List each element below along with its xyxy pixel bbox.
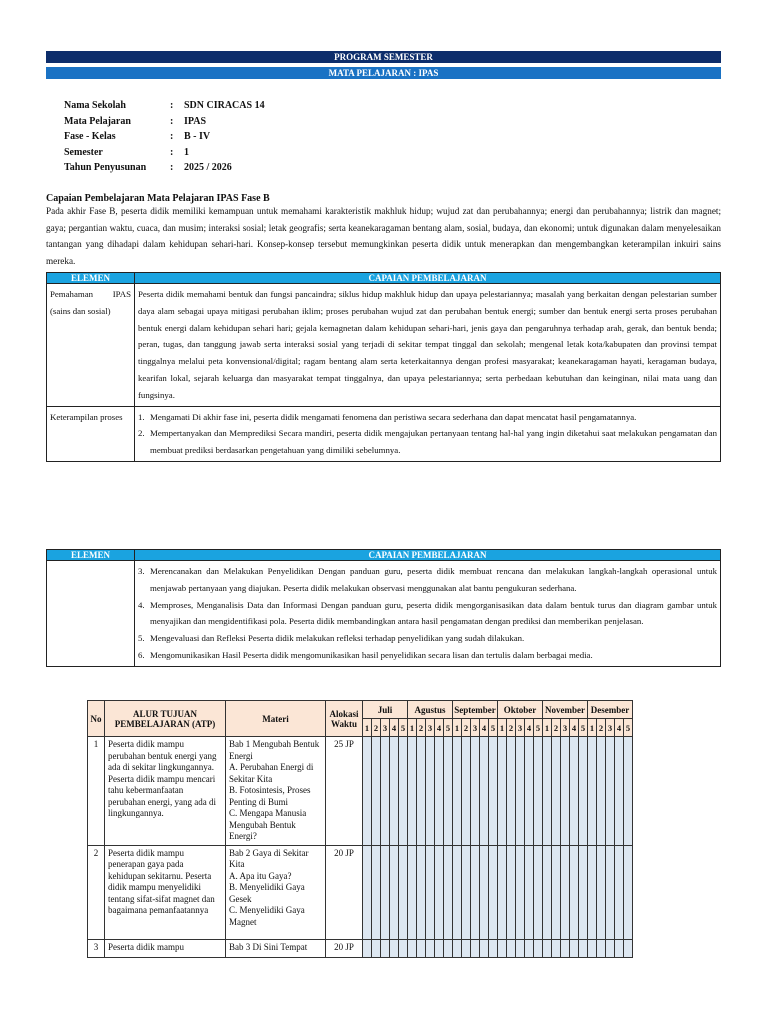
week-cell	[489, 939, 498, 957]
week-header: 2	[372, 719, 381, 737]
week-cell	[525, 845, 534, 939]
table-row	[88, 845, 633, 939]
materi-cell: Bab 3 Di Sini Tempat	[226, 939, 326, 957]
week-cell	[588, 845, 597, 939]
week-cell	[588, 939, 597, 957]
week-cell	[462, 737, 471, 846]
materi-cell: Bab 2 Gaya di Sekitar Kita A. Apa itu Gaya? B. Menyelidiki Gaya Gesek C. Menyelidiki Gaya Magnet	[226, 845, 326, 939]
info-row: Nama Sekolah : SDN CIRACAS 14	[64, 100, 265, 112]
week-cell	[507, 939, 516, 957]
column-header-capaian: CAPAIAN PEMBELAJARAN	[135, 550, 721, 561]
week-cell	[624, 939, 633, 957]
section-paragraph: Pada akhir Fase B, peserta didik memiliki kemampuan untuk memahami karakteristik makhluk hidup; wujud zat dan perubahannya; energi dan perubahannya; listrik dan magnet; gaya; pergantian waktu, cuaca, dan musim; interaksi sosial; letak geografis; serta keanekaragaman bentang alam, sosial, budaya, dan ekonomi; untuk digunakan dalam menyelesaikan tantangan yang dihadapi dalam kehidupan sehari-hari. Konsep-konsep tersebut memungkinkan peserta didik untuk menerapkan dan mengembangkan keterampilan inkuiri sains mereka.	[46, 206, 721, 266]
page-title: PROGRAM SEMESTER	[46, 51, 721, 63]
info-label: Fase - Kelas	[64, 131, 116, 143]
alokasi-cell: 20 JP	[326, 845, 363, 939]
week-cell	[543, 737, 552, 846]
week-cell	[399, 737, 408, 846]
week-cell	[444, 737, 453, 846]
table-row	[47, 284, 721, 407]
week-cell	[408, 737, 417, 846]
month-header: Oktober	[498, 701, 543, 719]
week-cell	[615, 845, 624, 939]
atp-cell: Peserta didik mampu penerapan gaya pada kehidupan sekitarnu. Peserta didik mampu menyelidiki tentang sifat-sifat magnet dan bagaimana pemanfaatannya	[105, 845, 226, 939]
week-cell	[453, 939, 462, 957]
week-header: 1	[543, 719, 552, 737]
month-header: Agustus	[408, 701, 453, 719]
week-cell	[579, 939, 588, 957]
week-header: 2	[462, 719, 471, 737]
week-header: 2	[597, 719, 606, 737]
week-cell	[390, 939, 399, 957]
list-item: 2. Mempertanyakan dan Memprediksi Secara mandiri, peserta didik mengajukan pertanyaan tentang hal-hal yang ingin diketahui saat melakukan pengamatan dan membuat prediksi berdasarkan pengetahuan yang dimiliki sebelumnya.	[138, 428, 717, 456]
info-row: Tahun Penyusunan : 2025 / 2026	[64, 162, 232, 174]
info-value: SDN CIRACAS 14	[184, 100, 265, 112]
week-cell	[480, 845, 489, 939]
week-header: 4	[390, 719, 399, 737]
week-header: 3	[561, 719, 570, 737]
school-info	[64, 98, 265, 176]
month-header: September	[453, 701, 498, 719]
atp-cell: Peserta didik mampu perubahan bentuk energi yang ada di sekitar lingkungannya. Peserta didik mampu mencari tahu kebermanfaatan perubahan energi, yang ada di lingkungannya.	[105, 737, 226, 846]
list-item: 4. Memproses, Menganalisis Data dan Informasi Dengan panduan guru, peserta didik mengorganisasikan data dalam bentuk turus dan diagram gambar untuk menyajikan dan mengidentifikasi pola. Peserta didik membandingkan antara hasil pengamatan dengan prediksi dan memberikan penjelasan.	[138, 599, 717, 627]
week-cell	[426, 939, 435, 957]
week-header: 3	[426, 719, 435, 737]
week-cell	[507, 737, 516, 846]
week-header: 5	[624, 719, 633, 737]
week-header: 2	[417, 719, 426, 737]
week-cell	[516, 939, 525, 957]
week-cell	[615, 737, 624, 846]
column-header-atp: ALUR TUJUAN PEMBELAJARAN (ATP)	[105, 701, 226, 737]
atp-cell: Peserta didik mampu	[105, 939, 226, 957]
column-header-elemen: ELEMEN	[47, 550, 135, 561]
week-header: 4	[480, 719, 489, 737]
week-cell	[435, 737, 444, 846]
week-header: 5	[489, 719, 498, 737]
week-cell	[417, 939, 426, 957]
week-cell	[435, 845, 444, 939]
week-cell	[381, 737, 390, 846]
week-cell	[363, 845, 372, 939]
capaian-table-1	[46, 272, 721, 462]
week-cell	[552, 737, 561, 846]
week-header: 5	[579, 719, 588, 737]
week-header: 4	[615, 719, 624, 737]
week-cell	[498, 737, 507, 846]
list-item: 3. Merencanakan dan Melakukan Penyelidikan Dengan panduan guru, peserta didik membuat rencana dan melakukan langkah-langkah operasional untuk menjawab pertanyaan yang diajukan. Peserta didik melakukan observasi menggunakan alat bantu pengukuran sederhana.	[138, 566, 717, 593]
table-row	[88, 939, 633, 957]
alokasi-cell: 20 JP	[326, 939, 363, 957]
week-cell	[498, 845, 507, 939]
week-cell	[462, 939, 471, 957]
subject-banner: MATA PELAJARAN : IPAS	[46, 67, 721, 79]
elemen-cell	[47, 561, 135, 667]
info-value: 1	[184, 146, 189, 158]
info-row: Semester : 1	[64, 146, 189, 158]
info-label: Tahun Penyusunan	[64, 162, 147, 174]
week-header: 4	[525, 719, 534, 737]
week-cell	[597, 939, 606, 957]
week-cell	[381, 939, 390, 957]
month-header: Desember	[588, 701, 633, 719]
week-cell	[561, 845, 570, 939]
section-heading: Capaian Pembelajaran Mata Pelajaran IPAS Fase B	[46, 193, 270, 204]
week-header: 4	[435, 719, 444, 737]
week-cell	[471, 845, 480, 939]
week-cell	[489, 737, 498, 846]
week-cell	[543, 845, 552, 939]
month-header: November	[543, 701, 588, 719]
materi-cell: Bab 1 Mengubah Bentuk Energi A. Perubahan Energi di Sekitar Kita B. Fotosintesis, Proses Penting di Bumi C. Mengapa Manusia Mengubah Bentuk Energi?	[226, 737, 326, 846]
table-row	[47, 406, 721, 461]
week-cell	[570, 939, 579, 957]
week-cell	[444, 845, 453, 939]
table-row	[88, 737, 633, 846]
week-cell	[552, 939, 561, 957]
week-cell	[372, 939, 381, 957]
week-header: 1	[498, 719, 507, 737]
week-cell	[570, 845, 579, 939]
column-header-materi: Materi	[226, 701, 326, 737]
week-cell	[372, 737, 381, 846]
week-cell	[507, 845, 516, 939]
week-cell	[408, 845, 417, 939]
week-header: 3	[516, 719, 525, 737]
list-item: 5. Mengevaluasi dan Refleksi Peserta didik melakukan refleksi terhadap penyelidikan yang sudah dilakukan.	[138, 633, 525, 644]
week-cell	[453, 737, 462, 846]
week-cell	[606, 939, 615, 957]
week-cell	[417, 845, 426, 939]
week-cell	[525, 939, 534, 957]
week-cell	[597, 845, 606, 939]
week-cell	[363, 737, 372, 846]
week-cell	[606, 737, 615, 846]
week-header: 3	[606, 719, 615, 737]
week-header: 1	[453, 719, 462, 737]
week-cell	[453, 845, 462, 939]
week-cell	[390, 845, 399, 939]
capaian-cell	[135, 406, 721, 461]
week-cell	[471, 737, 480, 846]
row-number: 1	[88, 737, 105, 846]
week-cell	[534, 737, 543, 846]
row-number: 2	[88, 845, 105, 939]
capaian-cell	[135, 561, 721, 667]
elemen-cell: Keterampilan proses	[47, 406, 135, 461]
table-row	[47, 561, 721, 667]
week-header: 1	[363, 719, 372, 737]
week-cell	[516, 845, 525, 939]
alokasi-cell: 25 JP	[326, 737, 363, 846]
week-cell	[525, 737, 534, 846]
week-cell	[363, 939, 372, 957]
info-label: Semester	[64, 146, 103, 158]
week-cell	[480, 737, 489, 846]
week-header: 3	[381, 719, 390, 737]
week-cell	[408, 939, 417, 957]
week-cell	[498, 939, 507, 957]
column-header-no: No	[88, 701, 105, 737]
info-row: Fase - Kelas : B - IV	[64, 131, 211, 143]
week-cell	[444, 939, 453, 957]
week-cell	[390, 737, 399, 846]
info-value: B - IV	[184, 131, 211, 143]
week-cell	[543, 939, 552, 957]
week-cell	[489, 845, 498, 939]
week-header: 5	[534, 719, 543, 737]
week-header: 1	[588, 719, 597, 737]
week-cell	[399, 845, 408, 939]
week-cell	[399, 939, 408, 957]
week-cell	[417, 737, 426, 846]
week-cell	[462, 845, 471, 939]
info-row: Mata Pelajaran : IPAS	[64, 115, 207, 127]
week-cell	[624, 845, 633, 939]
column-header-elemen: ELEMEN	[47, 273, 135, 284]
capaian-table-2	[46, 549, 721, 667]
week-header: 4	[570, 719, 579, 737]
week-header: 2	[552, 719, 561, 737]
week-cell	[588, 737, 597, 846]
week-cell	[606, 845, 615, 939]
week-header: 2	[507, 719, 516, 737]
elemen-cell: Pemahaman IPAS (sains dan sosial)	[47, 284, 135, 407]
column-header-alokasi: Alokasi Waktu	[326, 701, 363, 737]
atp-table	[87, 700, 633, 958]
info-value: 2025 / 2026	[184, 162, 232, 174]
info-value: IPAS	[184, 115, 207, 127]
info-label: Mata Pelajaran	[64, 115, 131, 127]
info-label: Nama Sekolah	[64, 100, 126, 112]
list-item: 1. Mengamati Di akhir fase ini, peserta didik mengamati fenomena dan peristiwa secara sederhana dan dapat mencatat hasil pengamatannya.	[138, 411, 637, 422]
week-cell	[516, 737, 525, 846]
week-cell	[426, 737, 435, 846]
week-cell	[480, 939, 489, 957]
week-cell	[372, 845, 381, 939]
week-cell	[561, 737, 570, 846]
month-header: Juli	[363, 701, 408, 719]
row-number: 3	[88, 939, 105, 957]
capaian-cell: Peserta didik memahami bentuk dan fungsi pancaindra; siklus hidup makhluk hidup dan upaya pelestariannya; masalah yang berkaitan dengan pelestarian sumber daya alam sebagai upaya mitigasi perubahan iklim; proses perubahan wujud zat dan perubahan bentuk energi; sumber dan bentuk energi serta proses perubahan bentuk energi dalam kehidupan sehari hari; gejala kemagnetan dalam kehidupan sehari-hari, jenis gaya dan pengaruhnya terhadap arah, gerak, dan bentuk benda; peran, tugas, dan tanggung jawab serta interaksi sosial yang terjadi di sekitar tempat tinggal dan sekolah; mengenal letak kota/kabupaten dan provinsi tempat tinggalnya melalui peta konvensional/digital; ragam bentang alam serta keterkaitannya dengan profesi masyarakat; keanekaragaman hayati, keragaman budaya, kearifan lokal, sejarah keluarga dan masyarakat tempat tinggalnya, dan upaya pelestariannya; serta perbedaan kebutuhan dan keinginan, nilai mata uang dan fungsinya.	[135, 284, 721, 407]
week-header: 3	[471, 719, 480, 737]
week-cell	[579, 737, 588, 846]
week-cell	[597, 737, 606, 846]
week-header: 5	[444, 719, 453, 737]
column-header-capaian: CAPAIAN PEMBELAJARAN	[135, 273, 721, 284]
week-cell	[426, 845, 435, 939]
week-header: 5	[399, 719, 408, 737]
week-cell	[435, 939, 444, 957]
week-cell	[471, 939, 480, 957]
week-cell	[624, 737, 633, 846]
week-cell	[615, 939, 624, 957]
week-cell	[570, 737, 579, 846]
week-cell	[381, 845, 390, 939]
week-cell	[561, 939, 570, 957]
week-cell	[534, 939, 543, 957]
week-cell	[552, 845, 561, 939]
week-cell	[534, 845, 543, 939]
week-cell	[579, 845, 588, 939]
list-item: 6. Mengomunikasikan Hasil Peserta didik mengomunikasikan hasil penyelidikan secara lisan dan tertulis dalam berbagai media.	[138, 649, 593, 660]
week-header: 1	[408, 719, 417, 737]
